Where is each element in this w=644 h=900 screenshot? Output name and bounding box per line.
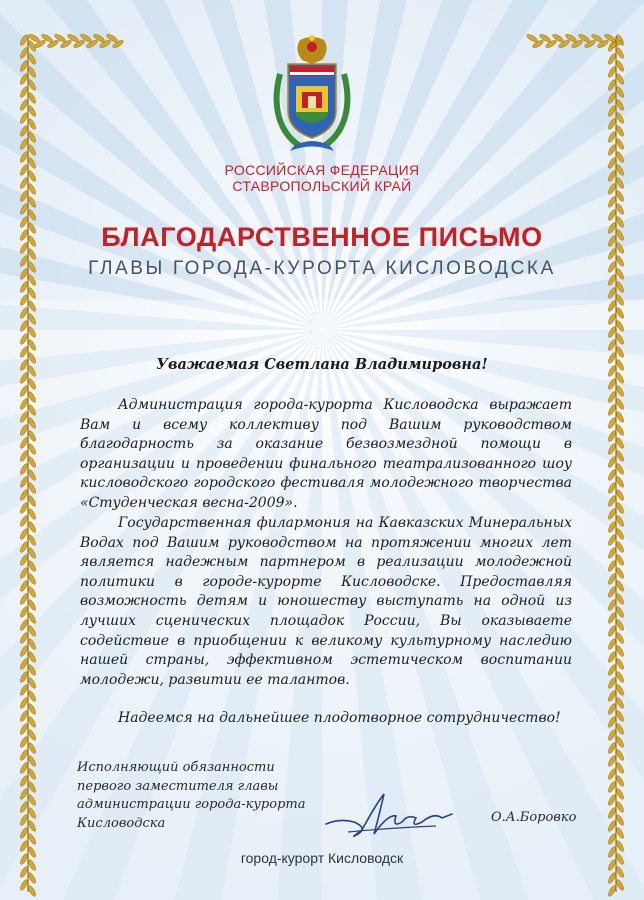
document-subtitle: ГЛАВЫ ГОРОДА-КУРОРТА КИСЛОВОДСКА <box>88 258 556 279</box>
position-line: первого заместителя главы <box>77 778 279 794</box>
body-paragraph-1: Администрация города-курорта Кисловодска выражает Вам и всему коллективу под Вашим руководством благодарность за оказание безвозмездной помощи в организации и проведении финального театрализованного шоу кисловодского городского фестиваля молодежного творчества «Студенческая весна-2009». <box>80 397 572 511</box>
body-paragraph-2: Государственная филармония на Кавказских Минеральных Водах под Вашим руководством на протяжении многих лет является надежным партнером в реализации молодежной политики в городе-курорте Кисловодске. Предоставляя возможность детям и юношеству выступать на одной из лучших сценических площадок России, Вы оказываете содействие в приобщении к великому культурному наследию нашей страны, эффективном эстетическом воспитании молодежи, развитии ее талантов. <box>80 515 572 688</box>
greeting: Уважаемая Светлана Владимировна! <box>156 356 488 373</box>
position-line: Кисловодска <box>77 815 166 831</box>
body-paragraph-3: Надеемся на дальнейшее плодотворное сотрудничество! <box>118 710 561 726</box>
position-line: Исполняющий обязанности <box>77 760 275 775</box>
coat-of-arms-icon <box>272 34 352 152</box>
signatory-position <box>77 759 307 833</box>
position-line: администрации города-курорта <box>77 797 306 813</box>
header-country: РОССИЙСКАЯ ФЕДЕРАЦИЯ <box>224 162 420 178</box>
document-title: БЛАГОДАРСТВЕННОЕ ПИСЬМО <box>101 222 543 252</box>
signer-name: О.А.Боровко <box>491 810 577 825</box>
handwritten-signature <box>318 784 458 846</box>
footer-city: город-курорт Кисловодск <box>240 850 404 866</box>
header-region: СТАВРОПОЛЬСКИЙ КРАЙ <box>232 178 412 194</box>
